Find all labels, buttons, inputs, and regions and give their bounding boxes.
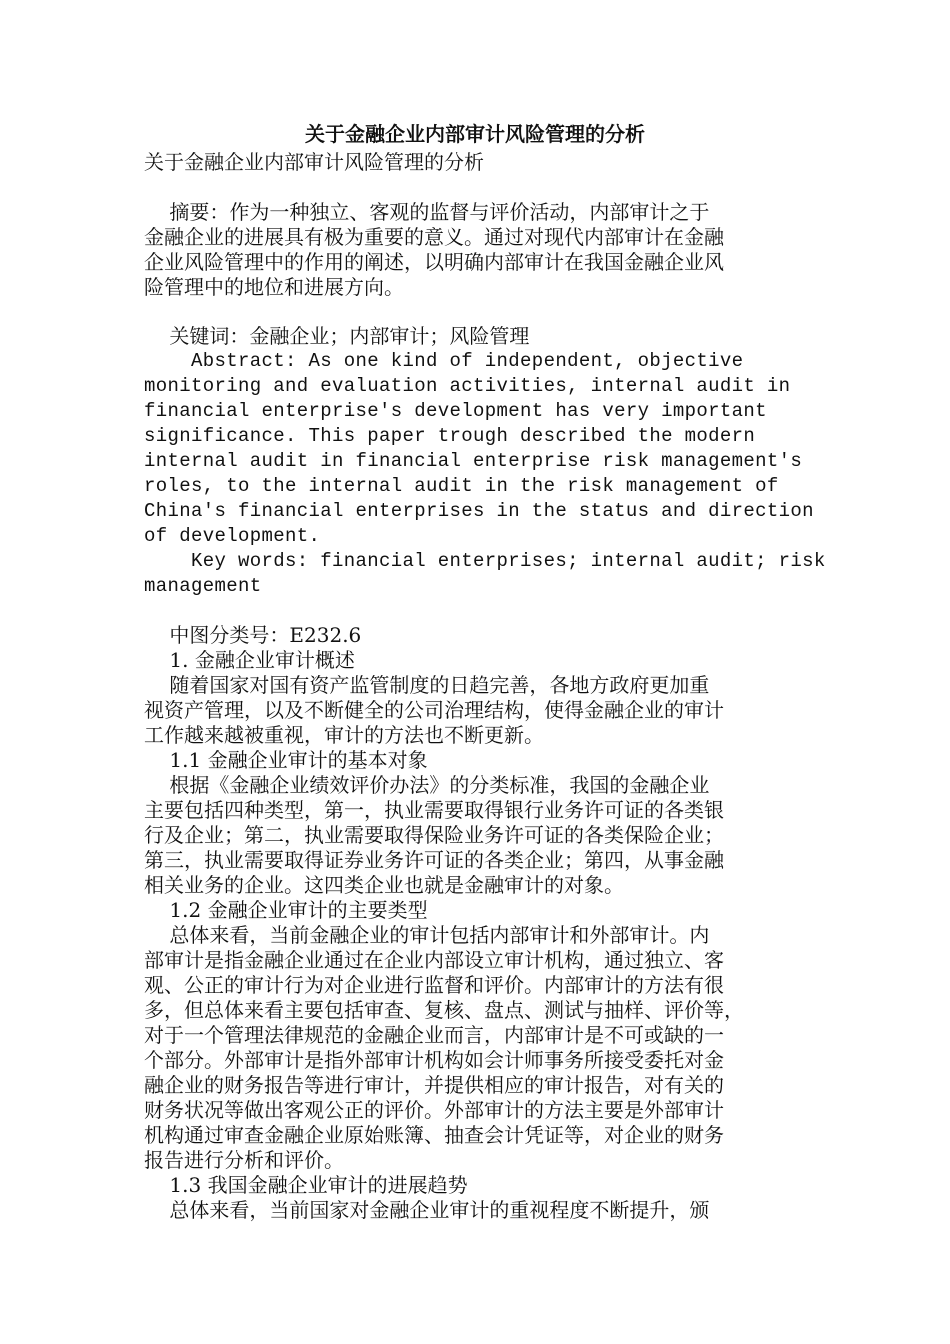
body-line: 总体来看，当前国家对金融企业审计的重视程度不断提升，颁: [144, 1198, 710, 1222]
abstract-en-line: of development.: [144, 525, 321, 547]
section-heading: 1.1 金融企业审计的基本对象: [144, 748, 428, 772]
body-line: 报告进行分析和评价。: [144, 1148, 344, 1172]
abstract-en-line: China's financial enterprises in the status and direction: [144, 500, 814, 522]
abstract-cn-line: 企业风险管理中的作用的阐述，以明确内部审计在我国金融企业风: [144, 250, 724, 274]
document-subtitle: 关于金融企业内部审计风险管理的分析: [144, 150, 484, 174]
body-line: 个部分。外部审计是指外部审计机构如会计师事务所接受委托对金: [144, 1048, 724, 1072]
abstract-en-line: monitoring and evaluation activities, internal audit in: [144, 375, 791, 397]
section-heading: 1.3 我国金融企业审计的进展趋势: [144, 1173, 468, 1197]
abstract-cn-line: 金融企业的进展具有极为重要的意义。通过对现代内部审计在金融: [144, 225, 724, 249]
abstract-en-line: significance. This paper trough described the modern: [144, 425, 756, 447]
section-heading: 1. 金融企业审计概述: [144, 648, 355, 672]
body-line: 总体来看，当前金融企业的审计包括内部审计和外部审计。内: [144, 923, 710, 947]
abstract-en-line: roles, to the internal audit in the risk management of: [144, 475, 779, 497]
body-line: 第三，执业需要取得证券业务许可证的各类企业；第四，从事金融: [144, 848, 724, 872]
body-line: 随着国家对国有资产监管制度的日趋完善，各地方政府更加重: [144, 673, 710, 697]
body-line: 机构通过审查金融企业原始账簿、抽查会计凭证等，对企业的财务: [144, 1123, 724, 1147]
body-line: 视资产管理，以及不断健全的公司治理结构，使得金融企业的审计: [144, 698, 724, 722]
keywords-en-line: management: [144, 575, 262, 597]
body-line: 多，但总体来看主要包括审查、复核、盘点、测试与抽样、评价等，: [144, 998, 744, 1022]
abstract-en-line: financial enterprise's development has very important: [144, 400, 767, 422]
body-line: 观、公正的审计行为对企业进行监督和评价。内部审计的方法有很: [144, 973, 724, 997]
document-title: 关于金融企业内部审计风险管理的分析: [305, 122, 645, 146]
abstract-cn-line: 摘要：作为一种独立、客观的监督与评价活动，内部审计之于: [144, 200, 710, 224]
keywords-cn: 关键词：金融企业；内部审计；风险管理: [144, 324, 530, 348]
body-line: 根据《金融企业绩效评价办法》的分类标准，我国的金融企业: [144, 773, 710, 797]
body-line: 相关业务的企业。这四类企业也就是金融审计的对象。: [144, 873, 624, 897]
body-line: 对于一个管理法律规范的金融企业而言，内部审计是不可或缺的一: [144, 1023, 724, 1047]
body-line: 财务状况等做出客观公正的评价。外部审计的方法主要是外部审计: [144, 1098, 724, 1122]
abstract-cn-line: 险管理中的地位和进展方向。: [144, 275, 404, 299]
body-line: 融企业的财务报告等进行审计，并提供相应的审计报告，对有关的: [144, 1073, 724, 1097]
keywords-en-line: Key words: financial enterprises; internal audit; risk: [144, 550, 826, 572]
body-line: 工作越来越被重视，审计的方法也不断更新。: [144, 723, 544, 747]
body-line: 主要包括四种类型，第一，执业需要取得银行业务许可证的各类银: [144, 798, 724, 822]
abstract-en-line: Abstract: As one kind of independent, objective: [144, 350, 744, 372]
abstract-en-line: internal audit in financial enterprise risk management's: [144, 450, 803, 472]
classification-number: 中图分类号：E232.6: [144, 623, 362, 647]
body-line: 行及企业；第二，执业需要取得保险业务许可证的各类保险企业；: [144, 823, 724, 847]
section-heading: 1.2 金融企业审计的主要类型: [144, 898, 428, 922]
body-line: 部审计是指金融企业通过在企业内部设立审计机构，通过独立、客: [144, 948, 724, 972]
